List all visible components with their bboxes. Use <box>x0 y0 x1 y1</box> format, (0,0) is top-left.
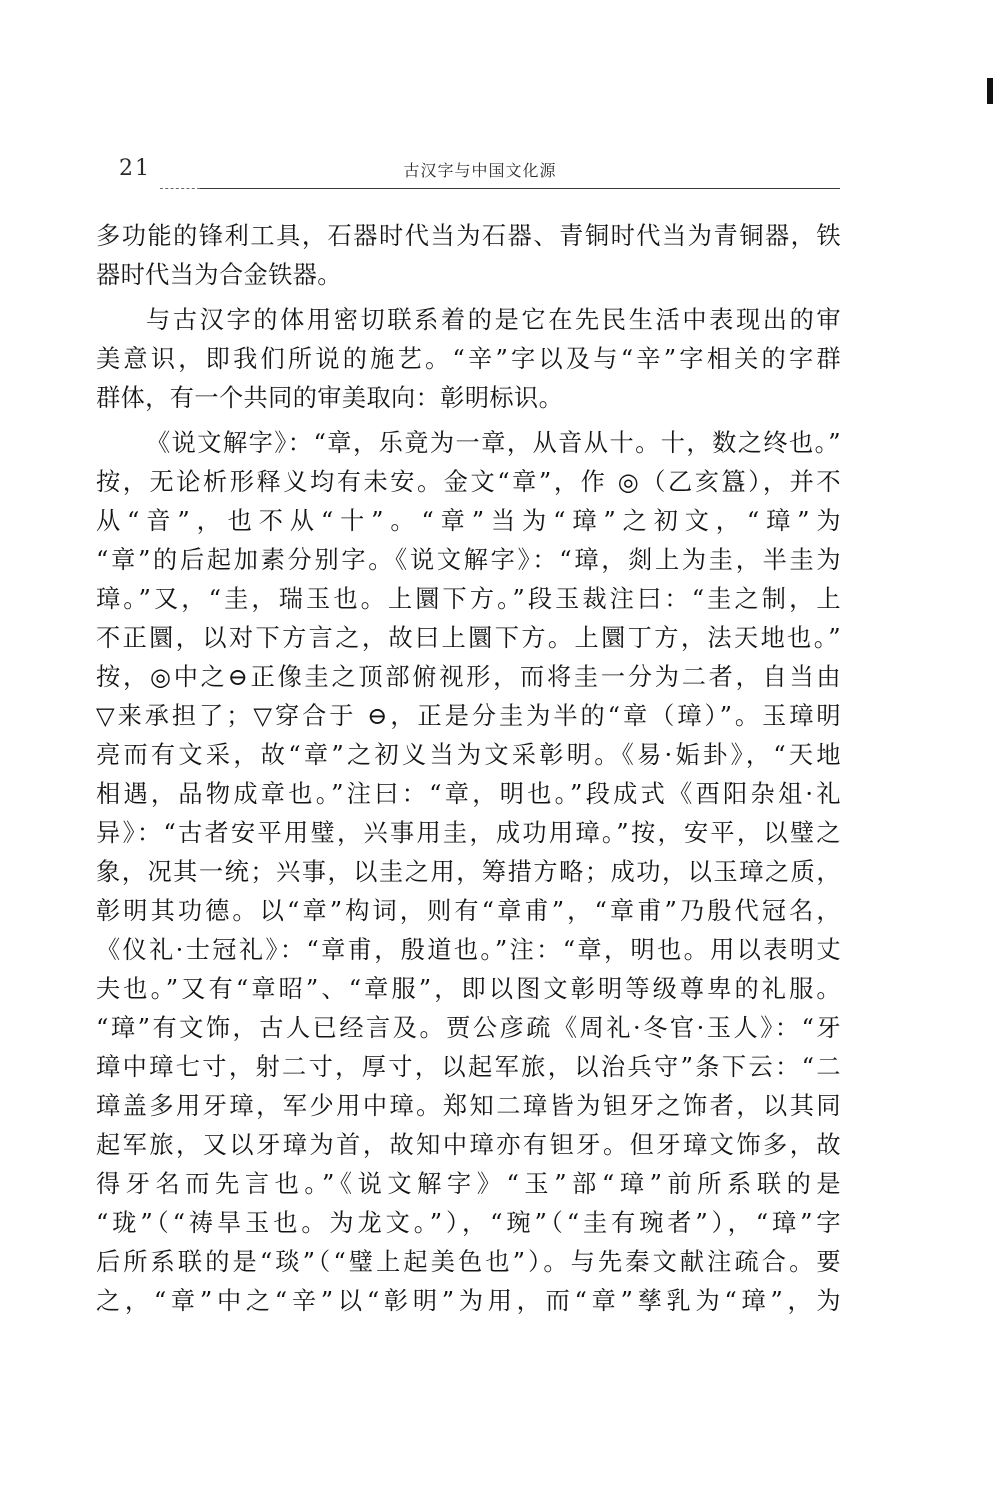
text-line: 夫也。”又有“章昭”、“章服”，即以图文彰明等级尊卑的礼服。 <box>96 975 841 1003</box>
text-line: 彰明其功德。以“章”构词，则有“章甫”，“章甫”乃殷代冠名， <box>96 897 841 925</box>
margin-mark <box>987 78 993 104</box>
header-rule <box>200 188 840 189</box>
paragraph-2 <box>96 301 841 418</box>
page-number: 21 <box>119 156 151 181</box>
header-rule-dash <box>160 188 200 189</box>
text-line: 璋。”又，“圭，瑞玉也。上圜下方。”段玉裁注曰：“圭之制，上 <box>96 585 841 613</box>
text-line: 之，“章”中之“辛”以“彰明”为用，而“章”孳乳为“璋”，为 <box>96 1287 841 1315</box>
text-line: 《说文解字》：“章，乐竟为一章，从音从十。十，数之终也。” <box>146 429 841 457</box>
text-line: 多功能的锋利工具，石器时代当为石器、青铜时代当为青铜器，铁 <box>96 222 841 250</box>
paragraph-3 <box>96 424 841 1321</box>
text-line: “章”的后起加素分别字。《说文解字》：“璋，剡上为圭，半圭为 <box>96 546 841 574</box>
text-line: 相遇，品物成章也。”注曰：“章，明也。”段成式《酉阳杂俎·礼 <box>96 780 841 808</box>
text-line: 后所系联的是“琰”（“璧上起美色也”）。与先秦文献注疏合。要 <box>96 1248 841 1276</box>
text-line: “璋”有文饰，古人已经言及。贾公彦疏《周礼·冬官·玉人》：“牙 <box>96 1014 841 1042</box>
text-line: 象，况其一统；兴事，以圭之用，筹措方略；成功，以玉璋之质， <box>96 858 841 886</box>
text-line: 按，◎中之⊖正像圭之顶部俯视形，而将圭一分为二者，自当由 <box>96 663 841 691</box>
text-line: 美意识，即我们所说的施艺。“辛”字以及与“辛”字相关的字群 <box>96 345 841 373</box>
body-text <box>96 217 841 1321</box>
text-line: 璋盖多用牙璋，军少用中璋。郑知二璋皆为钽牙之饰者，以其同 <box>96 1092 841 1120</box>
text-line: 按，无论析形释义均有未安。金文“章”，作 ◎（乙亥簋），并不 <box>96 468 841 496</box>
text-line: 从“音”，也不从“十”。“章”当为“璋”之初文，“璋”为 <box>96 507 841 535</box>
text-line: 《仪礼·士冠礼》：“章甫，殷道也。”注：“章，明也。用以表明丈 <box>96 936 841 964</box>
text-line: 亮而有文采，故“章”之初义当为文采彰明。《易·姤卦》，“天地 <box>96 741 841 769</box>
text-line: “珑”（“祷旱玉也。为龙文。”），“琬”（“圭有琬者”），“璋”字 <box>96 1209 841 1237</box>
text-line: 不正圜，以对下方言之，故曰上圜下方。上圜丁方，法天地也。” <box>96 624 841 652</box>
text-line: 起军旅，又以牙璋为首，故知中璋亦有钽牙。但牙璋文饰多，故 <box>96 1131 841 1159</box>
text-line: 与古汉字的体用密切联系着的是它在先民生活中表现出的审 <box>146 306 841 334</box>
text-line: 器时代当为合金铁器。 <box>96 261 342 289</box>
running-title: 古汉字与中国文化源 <box>403 161 557 180</box>
text-line: 异》：“古者安平用璧，兴事用圭，成功用璋。”按，安平，以璧之 <box>96 819 841 847</box>
text-line: 璋中璋七寸，射二寸，厚寸，以起军旅，以治兵守”条下云：“二 <box>96 1053 841 1081</box>
text-line: 群体，有一个共同的审美取向：彰明标识。 <box>96 384 564 412</box>
text-line: 得牙名而先言也。”《说文解字》“玉”部“璋”前所系联的是 <box>96 1170 841 1198</box>
paragraph-1 <box>96 217 841 295</box>
text-line: ▽来承担了；▽穿合于 ⊖，正是分圭为半的“章（璋）”。玉璋明 <box>96 702 841 730</box>
